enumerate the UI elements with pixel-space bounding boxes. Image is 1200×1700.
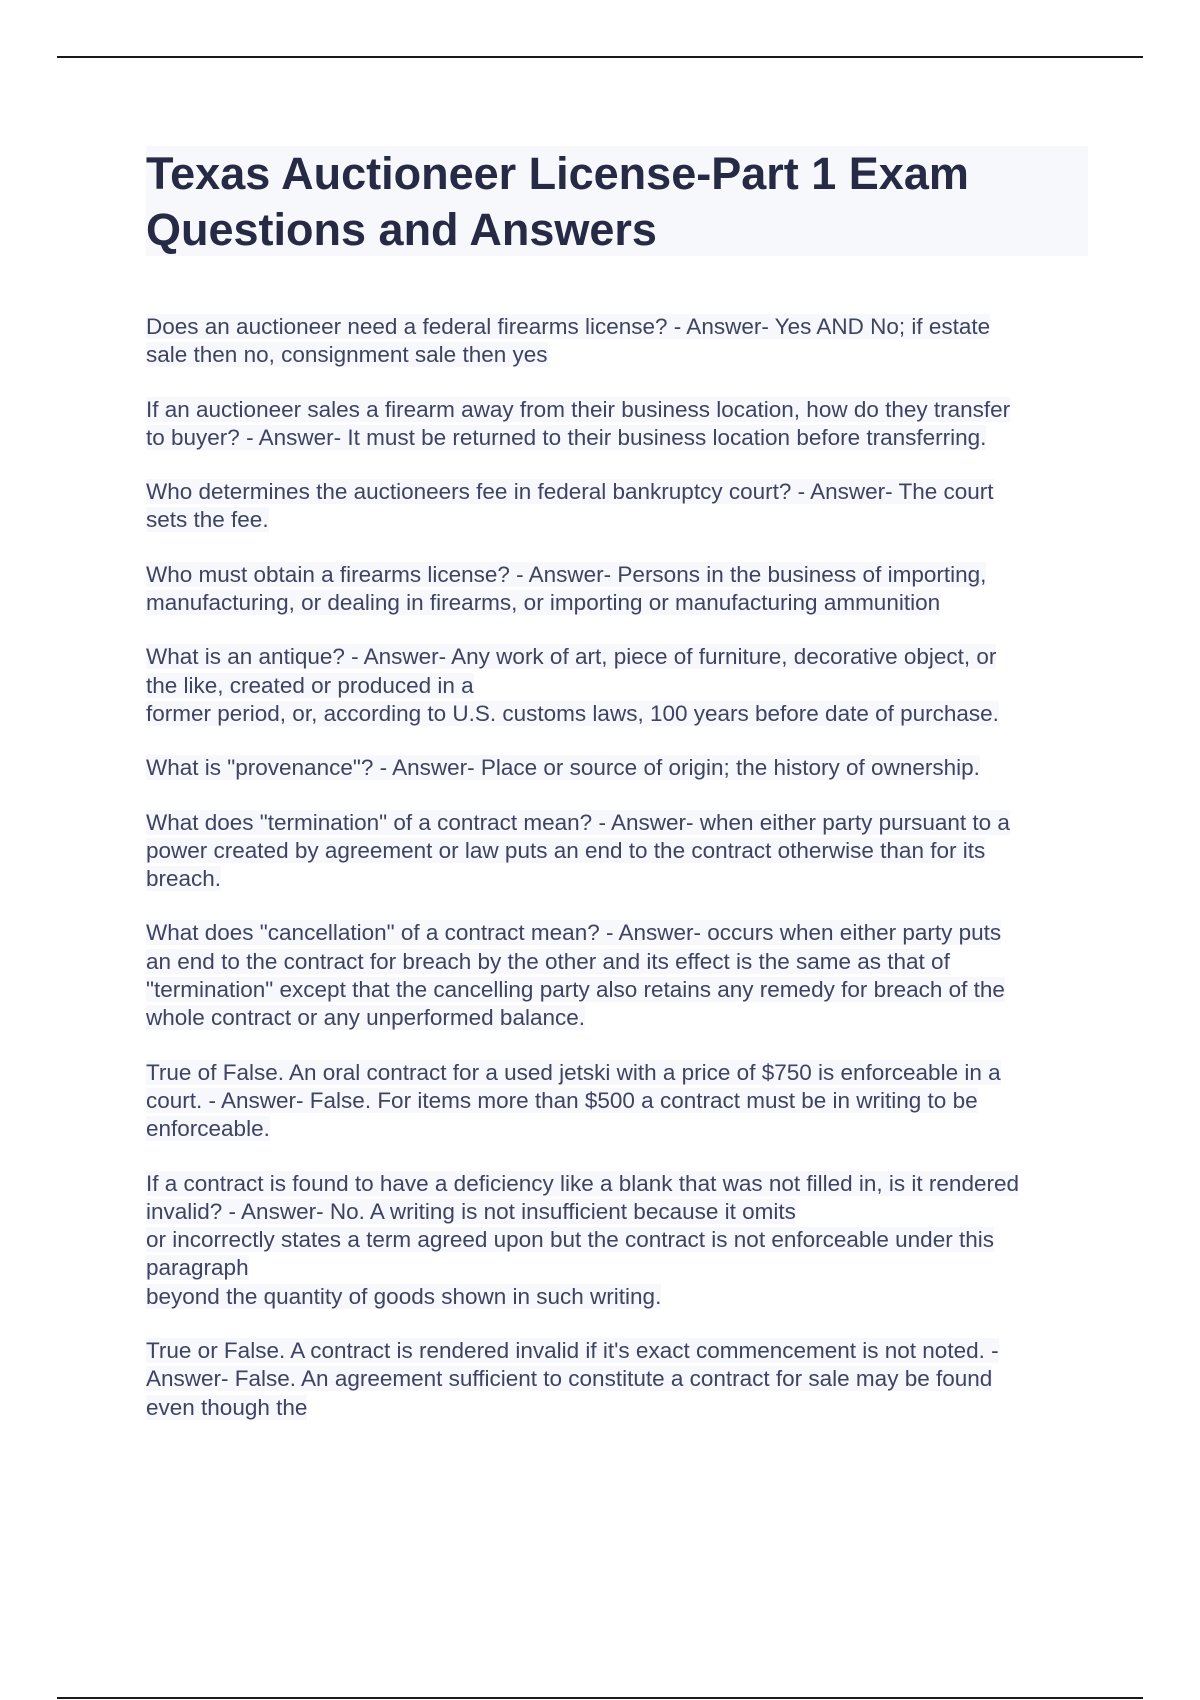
qa-item	[146, 643, 1088, 728]
qa-item	[146, 313, 1088, 370]
qa-item	[146, 396, 1088, 453]
header-rule	[57, 56, 1143, 58]
qa-item	[146, 919, 1088, 1032]
qa-text: What does "termination" of a contract mean? - Answer- when either party pursuant to a power created by agreement or law puts an end to the contract otherwise than for its breach.	[146, 809, 1010, 892]
qa-text: What is an antique? - Answer- Any work of art, piece of furniture, decorative object, or the like, created or produced in a former period, or, according to U.S. customs laws, 100 years before date of purchase.	[146, 644, 999, 726]
qa-text: True of False. An oral contract for a used jetski with a price of $750 is enforceable in a court. - Answer- False. For items more than $500 a contract must be in writing to be enforceable.	[146, 1059, 1001, 1142]
qa-item	[146, 1170, 1088, 1311]
qa-text: What is "provenance"? - Answer- Place or source of origin; the history of ownership.	[146, 755, 980, 781]
document-title: Texas Auctioneer License-Part 1 Exam Questions and Answers	[146, 148, 969, 255]
footer-rule	[57, 1697, 1143, 1699]
qa-text: If an auctioneer sales a firearm away from their business location, how do they transfer to buyer? - Answer- It must be returned to their business location before transferring.	[146, 396, 1011, 450]
qa-text: True or False. A contract is rendered invalid if it's exact commencement is not noted. - Answer- False. An agreement sufficient to constitute a contract for sale may be found even though the	[146, 1338, 999, 1420]
qa-item	[146, 1337, 1088, 1422]
qa-list	[146, 313, 1088, 1448]
qa-text: Who must obtain a firearms license? - Answer- Persons in the business of importing, manufacturing, or dealing in firearms, or importing or manufacturing ammunition	[146, 561, 987, 616]
qa-item	[146, 754, 1088, 782]
qa-item	[146, 561, 1088, 618]
qa-text: Does an auctioneer need a federal firearms license? - Answer- Yes AND No; if estate sale then no, consignment sale then yes	[146, 314, 991, 368]
qa-text: If a contract is found to have a deficiency like a blank that was not filled in, is it rendered invalid? - Answer- No. A writing is not insufficient because it omits or incorrectly states a term agreed upon but the contract is not enforceable under this paragraph beyond the quantity of goods shown in such writing.	[146, 1170, 1019, 1309]
qa-item	[146, 1059, 1088, 1144]
qa-text: Who determines the auctioneers fee in federal bankruptcy court? - Answer- The court sets the fee.	[146, 479, 994, 533]
qa-item	[146, 478, 1088, 535]
qa-item	[146, 809, 1088, 894]
qa-text: What does "cancellation" of a contract mean? - Answer- occurs when either party puts an end to the contract for breach by the other and its effect is the same as that of "termination" except that the cancelling party also retains any remedy for breach of the whole contract or any unperformed balance.	[146, 920, 1005, 1031]
